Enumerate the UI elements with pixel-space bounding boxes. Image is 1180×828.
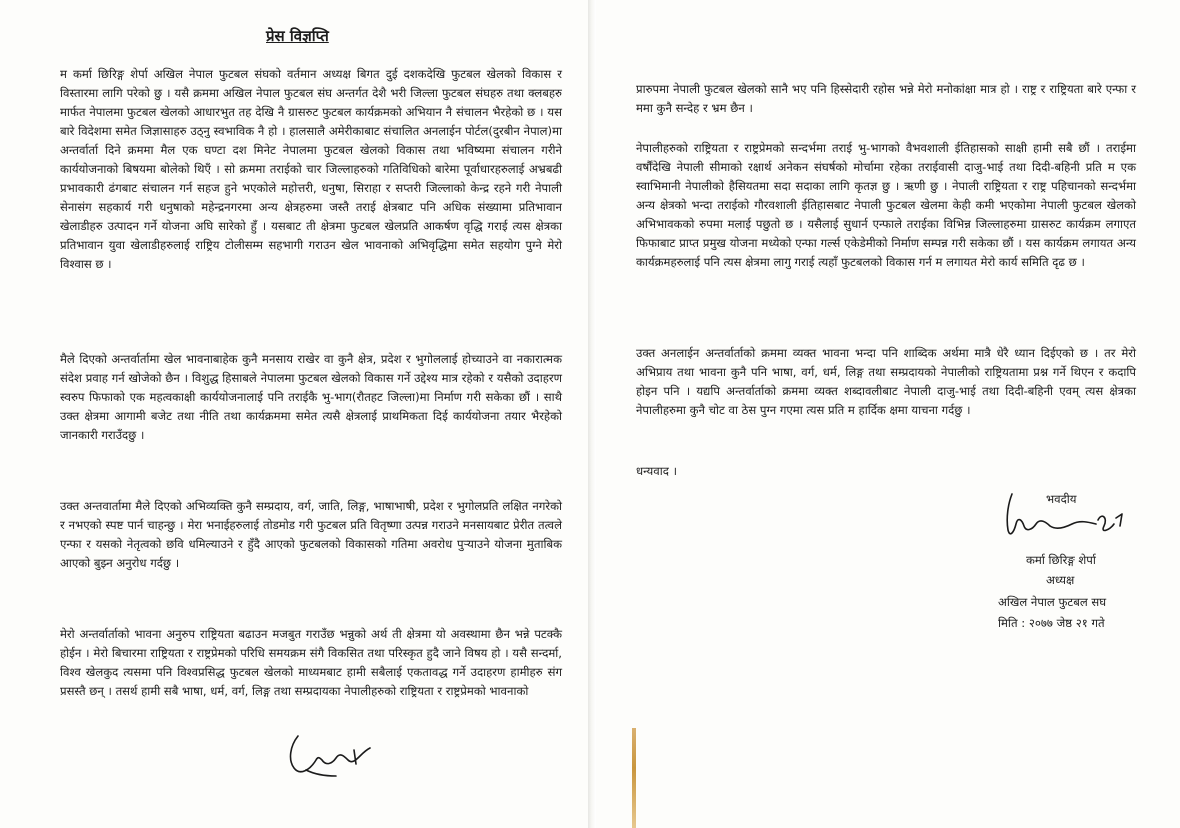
closing-salutation: भवदीय bbox=[1046, 492, 1077, 506]
signatory-organization: अखिल नेपाल फुटबल सघ bbox=[998, 595, 1107, 609]
document-date: मिति : २०७७ जेष्ठ २१ गते bbox=[998, 616, 1105, 630]
paragraph-apology: उक्त अनलाईन अन्तर्वार्ताको क्रममा व्यक्त भावना भन्दा पनि शाब्दिक अर्थमा मात्रै धेरै ध्यान दिईएको छ । तर मेरो अभिप्राय तथा भावना कुनै पनि भाषा, वर्ग, धर्म, लिङ्ग तथा सम्प्रदायको नेपालीको राष्ट्रियतामा प्रश्न गर्ने थिएन र कदापि होइन पनि । यद्यपि अन्तर्वार्ताको क्रममा व्यक्त शब्दावलीबाट नेपाली दाजु-भाई तथा दिदी-बहिनी एवम् त्यस क्षेत्रका नेपालीहरुमा कुनै चोट वा ठेस पुग्न गएमा त्यस प्रति म हार्दिक क्षमा याचना गर्दछु । bbox=[636, 346, 1136, 417]
paragraph-interview: मैले दिएको अन्तर्वार्तामा खेल भावनाबाहेक कुनै मनसाय राखेर वा कुनै क्षेत्र, प्रदेश र भुगोललाई होच्याउने वा नकारात्मक संदेश प्रवाह गर्न खोजेको छैन । विशुद्ध हिसाबले नेपालमा फुटबल खेलको विकास गर्ने उद्देश्य मात्र रहेको र यसैको उदाहरण स्वरुप फिफाको एक महत्वकाक्षी कार्ययोजनालाई पनि तराईकै भु-भाग(रौतहट जिल्ला)मा निर्माण गरी सकेका छौं । साथै उक्त क्षेत्रमा आगामी बजेट तथा नीति तथा कार्यक्रममा समेत त्यसै क्षेत्रलाई प्राथमिकता दिई कार्ययोजना तयार भैरहेको जानकारी गराउँदछु । bbox=[60, 352, 562, 442]
page-gutter bbox=[588, 0, 596, 828]
signatory-name: कर्मा छिरिङ्ग शेर्पा bbox=[1026, 553, 1096, 567]
signatory-designation: अध्यक्ष bbox=[1046, 573, 1075, 587]
paragraph-continuation: प्रारुपमा नेपाली फुटबल खेलको सानै भए पनि हिस्सेदारी रहोस भन्ने मेरो मनोकांक्षा मात्र हो । राष्ट्र र राष्ट्रियता बारे एन्फा र ममा कुनै सन्देह र भ्रम छैन । bbox=[636, 82, 1136, 115]
binding-mark bbox=[632, 728, 636, 828]
page-title: प्रेस विज्ञप्ति bbox=[266, 27, 329, 45]
signature-right bbox=[1000, 490, 1140, 546]
paragraph-nationality: मेरो अन्तर्वार्ताको भावना अनुरुप राष्ट्रियता बढाउन मजबुत गराउँछ भन्नुको अर्थ ती क्षेत्रमा यो अवस्थामा छैन भन्ने पटक्कै होईन । मेरो बिचारमा राष्ट्रियता र राष्ट्रप्रेमको परिधि समयक्रम संगै विकसित तथा परिस्कृत हुदै जाने विषय हो । यसै सन्दर्मा, विश्व खेलकुद त्यसमा पनि विश्वप्रसिद्ध फुटबल खेलको माध्यमबाट हामी सबैलाई एकतावद्ध गर्ने उदाहरण हामीहरु संग प्रसस्तै छन् । तसर्थ हामी सबै भाषा, धर्म, वर्ग, लिङ्ग तथा सम्प्रदायका नेपालीहरुको राष्ट्रियता र राष्ट्रप्रेमको भावनाको bbox=[60, 627, 562, 698]
paragraph-intro: म कर्मा छिरिङ्ग शेर्पा अखिल नेपाल फुटबल संघको वर्तमान अध्यक्ष बिगत दुई दशकदेखि फुटबल खेलको विकास र विस्तारमा लागि परेको छु । यसै क्रममा अखिल नेपाल फुटबल संघ अन्तर्गत देशै भरी जिल्ला फुटबल संघहरु तथा क्लबहरु मार्फत नेपालमा फुटबल खेलको आधारभुत तह देखि नै ग्रासरुट फुटबल कार्यक्रमको अभियान नै संचालन भैरहेको छ । यस बारे विदेशमा समेत जिज्ञासाहरु उठ्नु स्वभाविक नै हो । हालसालै अमेरीकाबाट संचालित अनलाईन पोर्टल(दुरबीन नेपाल)मा अन्तर्वार्ता दिने क्रममा मैल एक घण्टा दश मिनेट नेपालमा फुटबल खेलको विकास तथा भविष्यमा संचालन गरीने कार्ययोजनाको बिषयमा बोलेको थिएँ । सो क्रममा तराईको चार जिल्लाहरुको गतिविधिको बारेमा पूर्वाधारहरुलाई अभ्रबढी प्रभावकारी ढंगबाट संचालन गर्न सहज हुने भएकोले महोत्तरी, धनुषा, सिराहा र सप्तरी जिल्लाको केन्द्र रहने गरी नेपाली सेनासंग सहकार्य गरी धनुषाको महेन्द्रनगरमा अन्य क्षेत्रहरुमा जस्तै तराई क्षेत्रबाट पनि अधिक संख्यामा प्रतिभावान खेलाडीहरु उत्पादन गर्ने योजना अघि सारेको हुँ । यसबाट ती क्षेत्रमा फुटबल खेलप्रति आकर्षण वृद्धि गराई त्यस क्षेत्रका प्रतिभावान युवा खेलाडीहरुलाई राष्ट्रिय टोलीसम्म सहभागी गराउन खेल भावनाको अभिवृद्धिमा समेत सहयोग पुग्ने मेरो विश्वास छ । bbox=[60, 67, 562, 271]
paragraph-terai: नेपालीहरुको राष्ट्रियता र राष्ट्रप्रेमको सन्दर्भमा तराई भु-भागको वैभवशाली ईतिहासको साक्षी हामी सबै छौं । तराईमा वर्षौंदेखि नेपाली सीमाको रक्षार्थ अनेकन संघर्षको मोर्चामा रहेका तराईवासी दाजु-भाई तथा दिदी-बहिनी प्रति म एक स्वाभिमानी नेपालीको हैसियतमा सदा सदाका लागि कृतज्ञ छु । ऋणी छु । नेपाली राष्ट्रियता र राष्ट्र पहिचानको सन्दर्भमा अन्य क्षेत्रको भन्दा तराईको गौरवशाली ईतिहासबाट नेपाली फुटबल खेलमा केही कमी भएकोमा नेपाली फुटबल खेलको अभिभावकको रुपमा मलाई पछुतो छ । यसैलाई सुधार्न एन्फाले तराईका विभिन्न जिल्लाहरुमा ग्रासरुट कार्यक्रम लगाएत फिफाबाट प्राप्त प्रमुख योजना मध्येको एन्फा गर्ल्स एकेडेमीको निर्माण सम्पन्न गरी सकेका छौं । यस कार्यक्रम लगायत अन्य कार्यक्रमहरुलाई पनि त्यस क्षेत्रमा लागु गराई त्यहाँ फुटबलको विकास गर्न म लगायत मेरो कार्य समिति दृढ छ । bbox=[636, 141, 1136, 269]
paragraph-thanks: धन्यवाद । bbox=[636, 464, 677, 478]
paragraph-clarification: उक्त अन्तवार्तामा मैले दिएको अभिव्यक्ति कुनै सम्प्रदाय, वर्ग, जाति, लिङ्ग, भाषाभाषी, प्रदेश र भुगोलप्रति लक्षित नगरेको र नभएको स्पष्ट पार्न चाहन्छु । मेरा भनाईहरुलाई तोडमोड गरी फुटबल प्रति वितृष्णा उत्पन्न गराउने मनसायबाट प्रेरीत तत्वले एन्फा र यसको नेतृत्वको छवि धमिल्याउने र हुँदै आएको फुटबलको विकासको गतिमा अवरोध पुऱ्याउने योजना मुताबिक आएको बुझ्न अनुरोध गर्दछु । bbox=[60, 499, 562, 570]
signature-left bbox=[284, 730, 384, 792]
